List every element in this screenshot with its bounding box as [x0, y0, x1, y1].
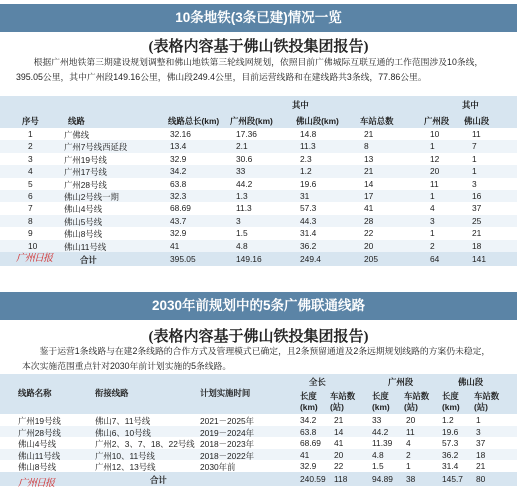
- section2-subtitle: (表格内容基于佛山铁投集团报告): [148, 329, 369, 345]
- table1-cell: 4: [430, 203, 435, 214]
- header2-stations: 车站数(站): [404, 391, 430, 412]
- table2-header: [0, 374, 517, 414]
- table2-cell: 1: [406, 461, 411, 472]
- table1-cell: 14.8: [300, 129, 317, 139]
- table1-total-cell: 395.05: [170, 254, 196, 264]
- header-col-total-length: 线路总长(km): [168, 116, 220, 126]
- table1-cell: 7: [472, 141, 477, 152]
- table2-cell: 20: [406, 415, 416, 425]
- table1-cell: 43.7: [170, 215, 187, 226]
- table2-total-cell: 240.59: [300, 474, 326, 484]
- newspaper-stamp-2: 广州日报: [18, 478, 54, 489]
- table2-cell: 2: [406, 449, 411, 460]
- table2-total-cell: 合计: [150, 475, 167, 485]
- table2-cell: 佛山8号线: [18, 462, 57, 473]
- table1-cell: 28: [364, 215, 374, 226]
- table-row: [0, 426, 517, 438]
- table2-cell: 1: [476, 415, 481, 425]
- table2-cell: 57.3: [442, 438, 459, 449]
- table1-cell: 63.8: [170, 178, 187, 189]
- table2-cell: 2021－2025年: [200, 416, 255, 426]
- header2-col-connect: 衔接线路: [95, 388, 129, 398]
- table2-cell: 36.2: [442, 449, 459, 460]
- table1-cell: 22: [364, 228, 374, 239]
- table1-cell: 32.16: [170, 129, 191, 139]
- table-row: [0, 449, 517, 461]
- table1-cell: 32.3: [170, 191, 187, 201]
- header2-group-total: 全长: [309, 377, 326, 387]
- table1-cell: 11.3: [300, 141, 316, 152]
- table2-cell: 4: [406, 438, 411, 449]
- table1-cell: 20: [364, 240, 374, 251]
- table2-cell: 63.8: [300, 426, 317, 437]
- table1-cell: 4: [28, 166, 33, 177]
- table2-cell: 37: [476, 438, 486, 449]
- section1-title: 10条地铁(3条已建)情况一览: [0, 4, 517, 32]
- table2-cell: 佛山6、10号线: [95, 427, 151, 438]
- table1-total-cell: 149.16: [236, 254, 262, 264]
- table1-cell: 30.6: [236, 153, 253, 164]
- table1-cell: 4.8: [236, 240, 248, 251]
- table2-cell: 2019－2024年: [200, 427, 255, 438]
- table2-cell: 31.4: [442, 461, 459, 472]
- table1-cell: 8: [28, 215, 33, 226]
- table2-cell: 21: [476, 461, 486, 472]
- table1-cell: 36.2: [300, 240, 317, 251]
- section-planned-lines: [0, 292, 517, 496]
- table1-cell: 13.4: [170, 141, 187, 152]
- table1-cell: 21: [472, 228, 482, 239]
- table2-total-cell: 38: [406, 474, 416, 484]
- table1-cell: 34.2: [170, 166, 187, 177]
- table2-total-cell: 80: [476, 474, 486, 484]
- table1-cell: 18: [472, 240, 482, 251]
- table2-cell: 3: [476, 426, 481, 437]
- table1-cell: 11.3: [236, 203, 252, 214]
- table2-cell: 41: [334, 438, 344, 449]
- table2-total-cell: 145.7: [442, 474, 463, 484]
- table1-cell: 广州19号线: [64, 154, 107, 165]
- header-col-station-total: 车站总数: [360, 116, 394, 126]
- table1-total-cell: 249.4: [300, 254, 321, 264]
- table1-cell: 1.5: [236, 228, 248, 239]
- table2-cell: 20: [334, 449, 344, 460]
- header2-col-time: 计划实施时间: [200, 388, 251, 398]
- table1-cell: 广州28号线: [64, 179, 107, 190]
- header-col-gz-length: 广州段(km): [230, 116, 273, 126]
- table1-cell: 1: [430, 228, 435, 239]
- table2-cell: 44.2: [372, 426, 389, 437]
- table1-cell: 广州17号线: [64, 167, 107, 178]
- table1-cell: 3: [472, 178, 477, 189]
- table1-cell: 41: [170, 240, 180, 251]
- header2-stations: 车站数(站): [474, 391, 500, 412]
- table2-total-row: [0, 472, 517, 486]
- table1-total-cell: 205: [364, 254, 378, 264]
- table2-cell: 广州12、13号线: [95, 462, 156, 473]
- table1-cell: 10: [430, 129, 440, 139]
- table1-cell: 32.9: [170, 228, 187, 239]
- table1-cell: 7: [28, 203, 33, 214]
- table1-cell: 11: [472, 129, 481, 139]
- table1-cell: 17.36: [236, 129, 257, 139]
- header2-length: 长度(km): [300, 391, 318, 412]
- table1-cell: 2.1: [236, 141, 248, 152]
- table2-cell: 18: [476, 449, 486, 460]
- section2-intro: 鉴于运营1条线路与在建2条线路的合作方式及管理模式已确定，且2条预留通道及2条远期规划线路的方案仍未稳定，本次实施范围重点针对2030年前计划实施的5条线路。: [22, 346, 491, 371]
- table2-cell: 1.2: [442, 415, 454, 425]
- table1-cell: 33: [236, 166, 246, 177]
- table1-cell: 佛山11号线: [64, 241, 107, 252]
- header-group-qizhong-1: 其中: [292, 100, 309, 110]
- table1-cell: 16: [472, 191, 482, 201]
- header-col-fs-stations: 佛山段: [464, 116, 490, 126]
- table1-cell: 20: [430, 166, 440, 177]
- header2-stations: 车站数(站): [330, 391, 356, 412]
- table1-cell: 1: [430, 141, 435, 152]
- section1-intro: 根据广州地铁第三期建设规划调整和佛山地铁第三轮线网规划，依照目前广佛城际互联互通的工作范围涉及10条线，395.05公里，其中广州段149.16公里，佛山段249.4公里，目前运营线路和在建线路共3条线，77.86公里。: [16, 57, 484, 82]
- table1-cell: 68.69: [170, 203, 191, 214]
- table1-cell: 19.6: [300, 178, 317, 189]
- header-group-qizhong-2: 其中: [462, 100, 479, 110]
- table1-total-cell: 合计: [80, 255, 97, 265]
- table2-cell: 33: [372, 415, 382, 425]
- table1-cell: 25: [472, 215, 482, 226]
- section1-subtitle: (表格内容基于佛山铁投集团报告): [148, 39, 369, 55]
- table1-cell: 14: [364, 178, 374, 189]
- table1-cell: 41: [364, 203, 374, 214]
- table2-total-cell: 94.89: [372, 474, 393, 484]
- header2-group-gz: 广州段: [388, 377, 414, 387]
- table1-cell: 31.4: [300, 228, 317, 239]
- table1-cell: 37: [472, 203, 482, 214]
- newspaper-stamp-1: 广州日报: [16, 253, 52, 264]
- table2-cell: 2030年前: [200, 462, 236, 473]
- table1-cell: 21: [364, 129, 374, 139]
- table1-cell: 佛山5号线: [64, 216, 103, 227]
- table2-cell: 11: [406, 426, 415, 437]
- table1-cell: 13: [364, 153, 374, 164]
- table1-cell: 2: [430, 240, 435, 251]
- table1-cell: 3: [430, 215, 435, 226]
- header-col-no: 序号: [22, 116, 39, 126]
- table2-cell: 2018－2022年: [200, 450, 255, 461]
- table1-cell: 44.3: [300, 215, 317, 226]
- table1-cell: 17: [364, 191, 374, 201]
- table1-cell: 佛山8号线: [64, 229, 103, 240]
- table2-cell: 34.2: [300, 415, 317, 425]
- table1-cell: 9: [28, 228, 33, 239]
- header2-length: 长度(km): [442, 391, 460, 412]
- header-col-line: 线路: [68, 116, 85, 126]
- table1-cell: 2: [28, 141, 33, 152]
- table2-cell: 14: [334, 426, 344, 437]
- table-row: [0, 460, 517, 472]
- table2-cell: 41: [300, 449, 310, 460]
- header2-group-fs: 佛山段: [458, 377, 484, 387]
- table2-cell: 佛山11号线: [18, 450, 61, 461]
- section2-title: 2030年前规划中的5条广佛联通线路: [0, 292, 517, 320]
- table2-cell: 广州2、3、7、18、22号线: [95, 439, 195, 450]
- table2-cell: 32.9: [300, 461, 317, 472]
- table1-cell: 57.3: [300, 203, 317, 214]
- table2-cell: 广州10、11号线: [95, 450, 155, 461]
- table1-cell: 5: [28, 178, 33, 189]
- table2-cell: 22: [334, 461, 344, 472]
- table2-cell: 佛山7、11号线: [95, 416, 151, 426]
- table2-cell: 2018－2023年: [200, 439, 255, 450]
- table1-cell: 1: [472, 166, 477, 177]
- table2-cell: 4.8: [372, 449, 384, 460]
- table-row: [0, 437, 517, 449]
- table2-cell: 21: [334, 415, 344, 425]
- header-col-gz-stations: 广州段: [424, 116, 450, 126]
- table1-cell: 32.9: [170, 153, 187, 164]
- header2-col-line: 线路名称: [18, 388, 52, 398]
- table1-total-cell: 141: [472, 254, 486, 264]
- table1-cell: 12: [430, 153, 440, 164]
- table1-cell: 佛山2号线一期: [64, 192, 119, 202]
- table2-cell: 1.5: [372, 461, 384, 472]
- table1-cell: 10: [28, 240, 38, 251]
- header2-length: 长度(km): [372, 391, 390, 412]
- table1-header: [0, 96, 517, 128]
- table1-cell: 8: [364, 141, 369, 152]
- table1-cell: 广州7号线西延段: [64, 142, 128, 153]
- table-row: [0, 414, 517, 426]
- table1-cell: 31: [300, 191, 310, 201]
- table2-cell: 11.39: [372, 438, 393, 449]
- table2-cell: 佛山4号线: [18, 439, 57, 450]
- table1-cell: 广佛线: [64, 130, 90, 140]
- table1-cell: 佛山4号线: [64, 204, 103, 215]
- table1-cell: 1: [28, 129, 33, 139]
- table2-total-cell: 118: [334, 474, 348, 484]
- table1-cell: 3: [28, 153, 33, 164]
- table1-cell: 2.3: [300, 153, 312, 164]
- table1-cell: 1: [430, 191, 435, 201]
- table1-cell: 1: [472, 153, 477, 164]
- table1-cell: 6: [28, 191, 33, 201]
- table1-cell: 44.2: [236, 178, 253, 189]
- header-col-fs-length: 佛山段(km): [296, 116, 339, 126]
- table1-cell: 3: [236, 215, 241, 226]
- table1-cell: 21: [364, 166, 374, 177]
- table1-cell: 1.2: [300, 166, 312, 177]
- table1-cell: 1.3: [236, 191, 248, 201]
- table2-cell: 19.6: [442, 426, 459, 437]
- table2-cell: 68.69: [300, 438, 321, 449]
- table1-total-cell: 64: [430, 254, 440, 264]
- table2-cell: 广州19号线: [18, 416, 61, 426]
- table1-cell: 11: [430, 178, 439, 189]
- table2-cell: 广州28号线: [18, 427, 61, 438]
